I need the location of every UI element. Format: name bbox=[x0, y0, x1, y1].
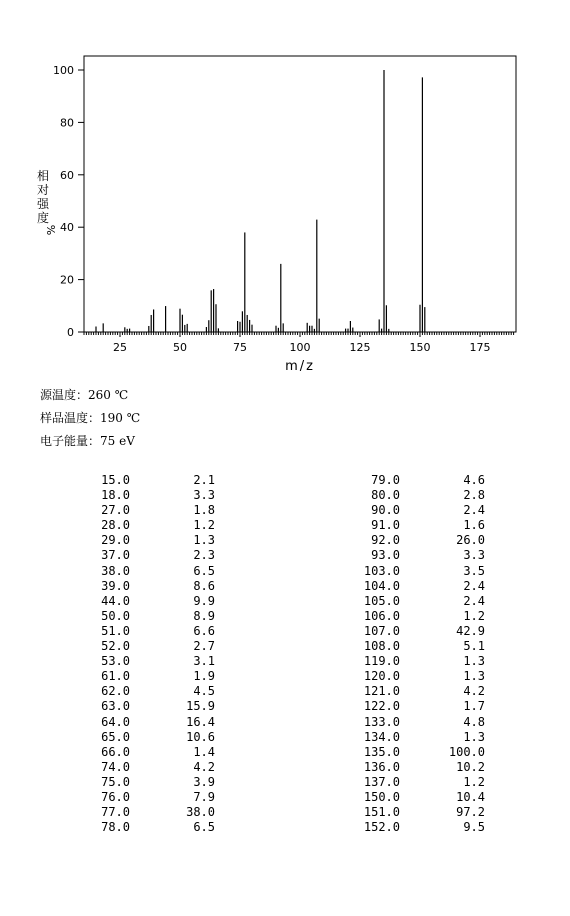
table-row bbox=[60, 745, 230, 760]
abundance-value: 100.0 bbox=[448, 744, 485, 759]
table-row bbox=[330, 639, 500, 654]
mz-value: 66.0 bbox=[101, 744, 130, 759]
mz-value: 44.0 bbox=[101, 593, 130, 608]
table-row bbox=[330, 654, 500, 669]
table-row bbox=[60, 775, 230, 790]
y-tick-label: 60 bbox=[60, 168, 74, 182]
table-row bbox=[60, 684, 230, 699]
table-row bbox=[330, 533, 500, 548]
y-tick-label: 20 bbox=[60, 273, 74, 287]
table-row bbox=[60, 790, 230, 805]
param-label: 电子能量： bbox=[40, 434, 101, 448]
table-row bbox=[60, 579, 230, 594]
mz-value: 151.0 bbox=[363, 805, 400, 820]
x-tick-label: 125 bbox=[349, 341, 371, 354]
y-axis-title-char-2: 对 bbox=[36, 183, 50, 197]
abundance-value: 5.1 bbox=[463, 639, 485, 654]
mz-value: 53.0 bbox=[101, 654, 130, 669]
param-sample-temperature bbox=[40, 407, 140, 430]
table-row bbox=[60, 669, 230, 684]
abundance-value: 1.7 bbox=[463, 699, 485, 714]
mz-value: 27.0 bbox=[101, 503, 130, 518]
table-row bbox=[330, 760, 500, 775]
abundance-value: 1.3 bbox=[193, 533, 215, 548]
abundance-value: 6.5 bbox=[193, 563, 215, 578]
y-axis-title-char-4: 度 bbox=[36, 211, 50, 225]
param-label: 样品温度： bbox=[40, 411, 101, 425]
abundance-value: 1.2 bbox=[193, 518, 215, 533]
table-row bbox=[60, 564, 230, 579]
abundance-value: 38.0 bbox=[186, 805, 215, 820]
param-value: 260 ℃ bbox=[88, 388, 129, 402]
abundance-value: 9.9 bbox=[193, 593, 215, 608]
abundance-value: 10.6 bbox=[186, 729, 215, 744]
table-row bbox=[330, 790, 500, 805]
abundance-value: 7.9 bbox=[193, 789, 215, 804]
mz-value: 90.0 bbox=[371, 503, 400, 518]
x-tick-label: 25 bbox=[113, 341, 127, 354]
table-row bbox=[60, 533, 230, 548]
abundance-value: 2.4 bbox=[463, 503, 485, 518]
abundance-value: 26.0 bbox=[456, 533, 485, 548]
mz-value: 107.0 bbox=[363, 623, 400, 638]
table-row bbox=[330, 820, 500, 835]
mz-value: 64.0 bbox=[101, 714, 130, 729]
abundance-value: 4.6 bbox=[463, 473, 485, 487]
abundance-value: 4.2 bbox=[463, 684, 485, 699]
peak-table-right bbox=[330, 473, 500, 835]
mz-value: 76.0 bbox=[101, 789, 130, 804]
abundance-value: 2.3 bbox=[193, 548, 215, 563]
abundance-value: 10.2 bbox=[456, 759, 485, 774]
mz-value: 92.0 bbox=[371, 533, 400, 548]
y-axis-title-char-3: 强 bbox=[36, 197, 50, 211]
abundance-value: 10.4 bbox=[456, 789, 485, 804]
table-row bbox=[330, 805, 500, 820]
mass-spectrum-chart bbox=[0, 0, 570, 380]
table-row bbox=[60, 639, 230, 654]
abundance-value: 4.8 bbox=[463, 714, 485, 729]
mz-value: 80.0 bbox=[371, 488, 400, 503]
table-row bbox=[60, 488, 230, 503]
abundance-value: 8.9 bbox=[193, 608, 215, 623]
mz-value: 152.0 bbox=[363, 820, 400, 835]
table-row bbox=[330, 730, 500, 745]
mz-value: 28.0 bbox=[101, 518, 130, 533]
table-row bbox=[330, 594, 500, 609]
mz-value: 106.0 bbox=[363, 608, 400, 623]
table-row bbox=[330, 503, 500, 518]
mz-value: 15.0 bbox=[101, 473, 130, 487]
mz-value: 61.0 bbox=[101, 669, 130, 684]
mz-value: 108.0 bbox=[363, 639, 400, 654]
abundance-value: 4.2 bbox=[193, 759, 215, 774]
abundance-value: 1.3 bbox=[463, 654, 485, 669]
abundance-value: 2.8 bbox=[463, 488, 485, 503]
table-row bbox=[60, 548, 230, 563]
table-row bbox=[330, 579, 500, 594]
abundance-value: 15.9 bbox=[186, 699, 215, 714]
mz-value: 136.0 bbox=[363, 759, 400, 774]
mz-value: 52.0 bbox=[101, 639, 130, 654]
param-electron-energy bbox=[40, 430, 140, 453]
table-row bbox=[60, 518, 230, 533]
mz-value: 93.0 bbox=[371, 548, 400, 563]
plot-frame bbox=[84, 56, 516, 332]
table-row bbox=[60, 805, 230, 820]
param-value: 190 ℃ bbox=[100, 411, 141, 425]
acquisition-parameters bbox=[40, 384, 140, 453]
y-tick-label: 80 bbox=[60, 116, 74, 130]
mz-value: 104.0 bbox=[363, 578, 400, 593]
mz-value: 29.0 bbox=[101, 533, 130, 548]
abundance-value: 6.6 bbox=[193, 623, 215, 638]
mz-value: 50.0 bbox=[101, 608, 130, 623]
mz-value: 137.0 bbox=[363, 774, 400, 789]
mz-value: 51.0 bbox=[101, 623, 130, 638]
mz-value: 122.0 bbox=[363, 699, 400, 714]
abundance-value: 2.4 bbox=[463, 578, 485, 593]
mz-value: 38.0 bbox=[101, 563, 130, 578]
table-row bbox=[60, 473, 230, 488]
x-tick-label: 100 bbox=[289, 341, 311, 354]
table-row bbox=[330, 669, 500, 684]
table-row bbox=[60, 609, 230, 624]
mz-value: 79.0 bbox=[371, 473, 400, 487]
table-row bbox=[60, 715, 230, 730]
mz-value: 121.0 bbox=[363, 684, 400, 699]
abundance-value: 1.8 bbox=[193, 503, 215, 518]
x-tick-label: 50 bbox=[173, 341, 187, 354]
abundance-value: 8.6 bbox=[193, 578, 215, 593]
x-tick-label: 175 bbox=[469, 341, 491, 354]
abundance-value: 42.9 bbox=[456, 623, 485, 638]
y-axis-title-unit: % bbox=[44, 224, 57, 236]
peak-table-left bbox=[60, 473, 230, 835]
mz-value: 150.0 bbox=[363, 789, 400, 804]
abundance-value: 4.5 bbox=[193, 684, 215, 699]
table-row bbox=[330, 624, 500, 639]
abundance-value: 3.5 bbox=[463, 563, 485, 578]
table-row bbox=[330, 488, 500, 503]
x-axis bbox=[84, 332, 514, 354]
abundance-value: 3.9 bbox=[193, 774, 215, 789]
y-axis bbox=[53, 64, 84, 339]
table-row bbox=[330, 473, 500, 488]
abundance-value: 3.1 bbox=[193, 654, 215, 669]
mz-value: 18.0 bbox=[101, 488, 130, 503]
mz-value: 133.0 bbox=[363, 714, 400, 729]
mz-value: 135.0 bbox=[363, 744, 400, 759]
mz-value: 65.0 bbox=[101, 729, 130, 744]
table-row bbox=[60, 654, 230, 669]
param-value: 75 eV bbox=[100, 434, 135, 448]
y-tick-label: 0 bbox=[67, 326, 74, 339]
mz-value: 63.0 bbox=[101, 699, 130, 714]
table-row bbox=[60, 699, 230, 714]
param-source-temperature bbox=[40, 384, 140, 407]
table-row bbox=[330, 699, 500, 714]
x-axis-title: m/z bbox=[285, 359, 315, 374]
abundance-value: 1.9 bbox=[193, 669, 215, 684]
abundance-value: 2.1 bbox=[193, 473, 215, 487]
y-axis-title bbox=[37, 168, 57, 235]
abundance-value: 1.6 bbox=[463, 518, 485, 533]
abundance-value: 3.3 bbox=[193, 488, 215, 503]
table-row bbox=[330, 745, 500, 760]
abundance-value: 1.3 bbox=[463, 729, 485, 744]
mz-value: 119.0 bbox=[363, 654, 400, 669]
x-tick-label: 75 bbox=[233, 341, 247, 354]
table-row bbox=[60, 760, 230, 775]
y-axis-title-char-1: 相 bbox=[36, 169, 50, 183]
mz-value: 74.0 bbox=[101, 759, 130, 774]
table-row bbox=[60, 503, 230, 518]
mz-value: 75.0 bbox=[101, 774, 130, 789]
abundance-value: 1.3 bbox=[463, 669, 485, 684]
x-tick-label: 150 bbox=[409, 341, 431, 354]
mz-value: 62.0 bbox=[101, 684, 130, 699]
mz-value: 78.0 bbox=[101, 820, 130, 835]
table-row bbox=[330, 518, 500, 533]
abundance-value: 97.2 bbox=[456, 805, 485, 820]
mz-value: 91.0 bbox=[371, 518, 400, 533]
abundance-value: 3.3 bbox=[463, 548, 485, 563]
abundance-value: 1.4 bbox=[193, 744, 215, 759]
spectrum-bars bbox=[96, 70, 425, 332]
table-row bbox=[330, 715, 500, 730]
table-row bbox=[60, 730, 230, 745]
abundance-value: 16.4 bbox=[186, 714, 215, 729]
mz-value: 134.0 bbox=[363, 729, 400, 744]
abundance-value: 2.4 bbox=[463, 593, 485, 608]
table-row bbox=[330, 548, 500, 563]
table-row bbox=[330, 684, 500, 699]
mz-value: 103.0 bbox=[363, 563, 400, 578]
mz-value: 105.0 bbox=[363, 593, 400, 608]
mz-value: 77.0 bbox=[101, 805, 130, 820]
mz-value: 39.0 bbox=[101, 578, 130, 593]
abundance-value: 2.7 bbox=[193, 639, 215, 654]
table-row bbox=[60, 820, 230, 835]
abundance-value: 1.2 bbox=[463, 774, 485, 789]
table-row bbox=[330, 564, 500, 579]
param-label: 源温度： bbox=[40, 388, 89, 402]
abundance-value: 1.2 bbox=[463, 608, 485, 623]
y-tick-label: 40 bbox=[60, 221, 74, 235]
y-tick-label: 100 bbox=[53, 64, 74, 77]
abundance-value: 6.5 bbox=[193, 820, 215, 835]
table-row bbox=[60, 594, 230, 609]
table-row bbox=[330, 775, 500, 790]
abundance-value: 9.5 bbox=[463, 820, 485, 835]
table-row bbox=[330, 609, 500, 624]
table-row bbox=[60, 624, 230, 639]
mz-value: 120.0 bbox=[363, 669, 400, 684]
mz-value: 37.0 bbox=[101, 548, 130, 563]
